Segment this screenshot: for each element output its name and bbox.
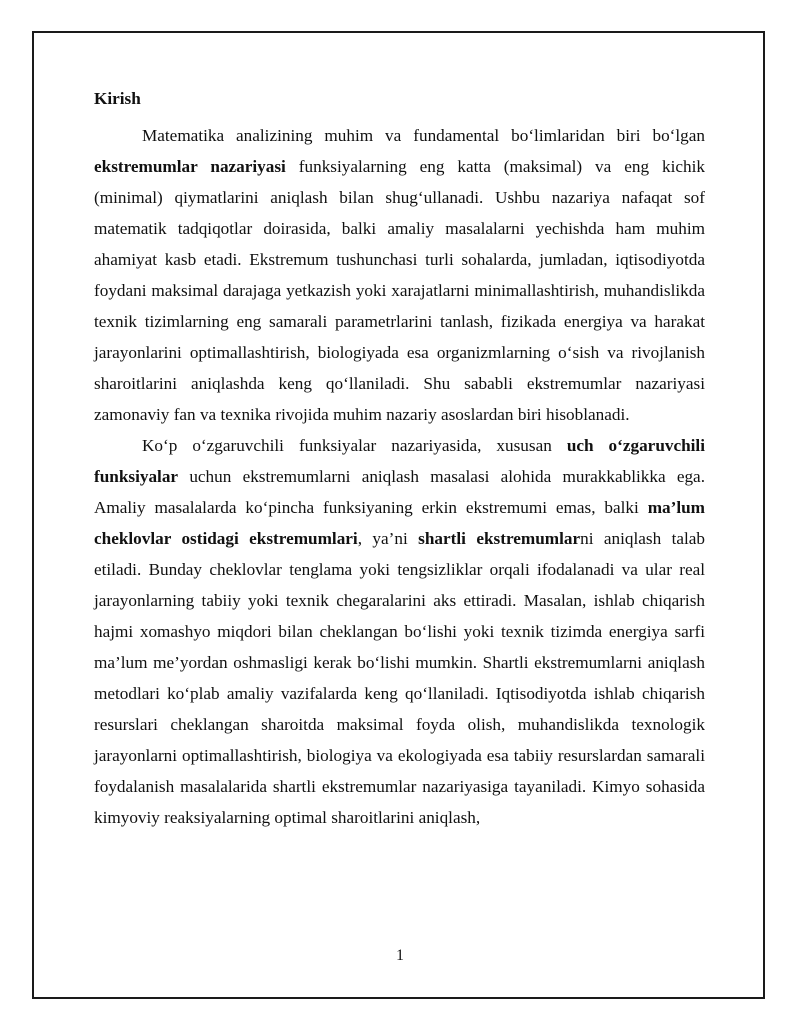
paragraph-2-text-3: , ya’ni [357,529,419,548]
document-body [94,88,705,833]
section-heading: Kirish [94,89,141,108]
paragraph-1-bold-1: ekstremumlar nazariyasi [94,157,286,176]
page-number: 1 [396,947,404,964]
paragraph-1-text-2: funksiyalarning eng katta (maksimal) va eng kichik (minimal) qiymatlarini aniqlash bilan shug‘ullanadi. Ushbu nazariya nafaqat sof matematik tadqiqotlar doirasida, balki amaliy masalalarni yechishda ham muhim ahamiyat kasb etadi. Ekstremum tushunchasi turli sohalarda, jumladan, iqtisodiyotda foydani maksimal darajaga yetkazish yoki xarajatlarni minimallashtirish, muhandislikda texnik tizimlarning eng samarali parametrlarini tanlash, fizikada energiya va harakat jarayonlarini optimallashtirish, biologiyada esa organizmlarning o‘sish va rivojlanish sharoitlarini aniqlashda keng qo‘llaniladi. Shu sababli ekstremumlar nazariyasi zamonaviy fan va texnika rivojida muhim nazariy asoslardan biri hisoblanadi. [94,157,705,424]
paragraph-2 [94,430,705,833]
paragraph-2-text-1: Ko‘p o‘zgaruvchili funksiyalar nazariyasida, xususan [142,436,567,455]
paragraph-2-text-4: ni aniqlash talab etiladi. Bunday cheklovlar tenglama yoki tengsizliklar orqali ifodalanadi va ular real jarayonlarning tabiiy yoki texnik chegaralarini aks ettiradi. Masalan, ishlab chiqarish hajmi xomashyo miqdori bilan cheklangan bo‘lishi yoki texnik tizimda energiya sarfi ma’lum me’yordan oshmasligi kerak bo‘lishi mumkin. Shartli ekstremumlarni aniqlash metodlari ko‘plab amaliy vazifalarda keng qo‘llaniladi. Iqtisodiyotda ishlab chiqarish resurslari cheklangan sharoitda maksimal foyda olish, muhandislikda texnologik jarayonlarni optimallashtirish, biologiya va ekologiyada esa tabiiy resurslardan samarali foydalanish masalalarida shartli ekstremumlar nazariyasiga tayaniladi. Kimyo sohasida kimyoviy reaksiyalarning optimal sharoitlarini aniqlash, [94,529,705,827]
paragraph-2-bold-3: shartli ekstremumlar [418,529,581,548]
paragraph-1-text-1: Matematika analizining muhim va fundamental bo‘limlaridan biri bo‘lgan [142,126,705,145]
paragraph-1 [94,120,705,430]
paragraph-2-bold-1: uch o‘zgaruvchili funksiyalar [94,436,705,486]
paragraph-2-bold-2: ma’lum cheklovlar ostidagi ekstremumlari [94,498,705,548]
paragraph-2-text-2: uchun ekstremumlarni aniqlash masalasi alohida murakkablikka ega. Amaliy masalalarda ko‘pincha funksiyaning erkin ekstremumi emas, balki [94,467,705,517]
